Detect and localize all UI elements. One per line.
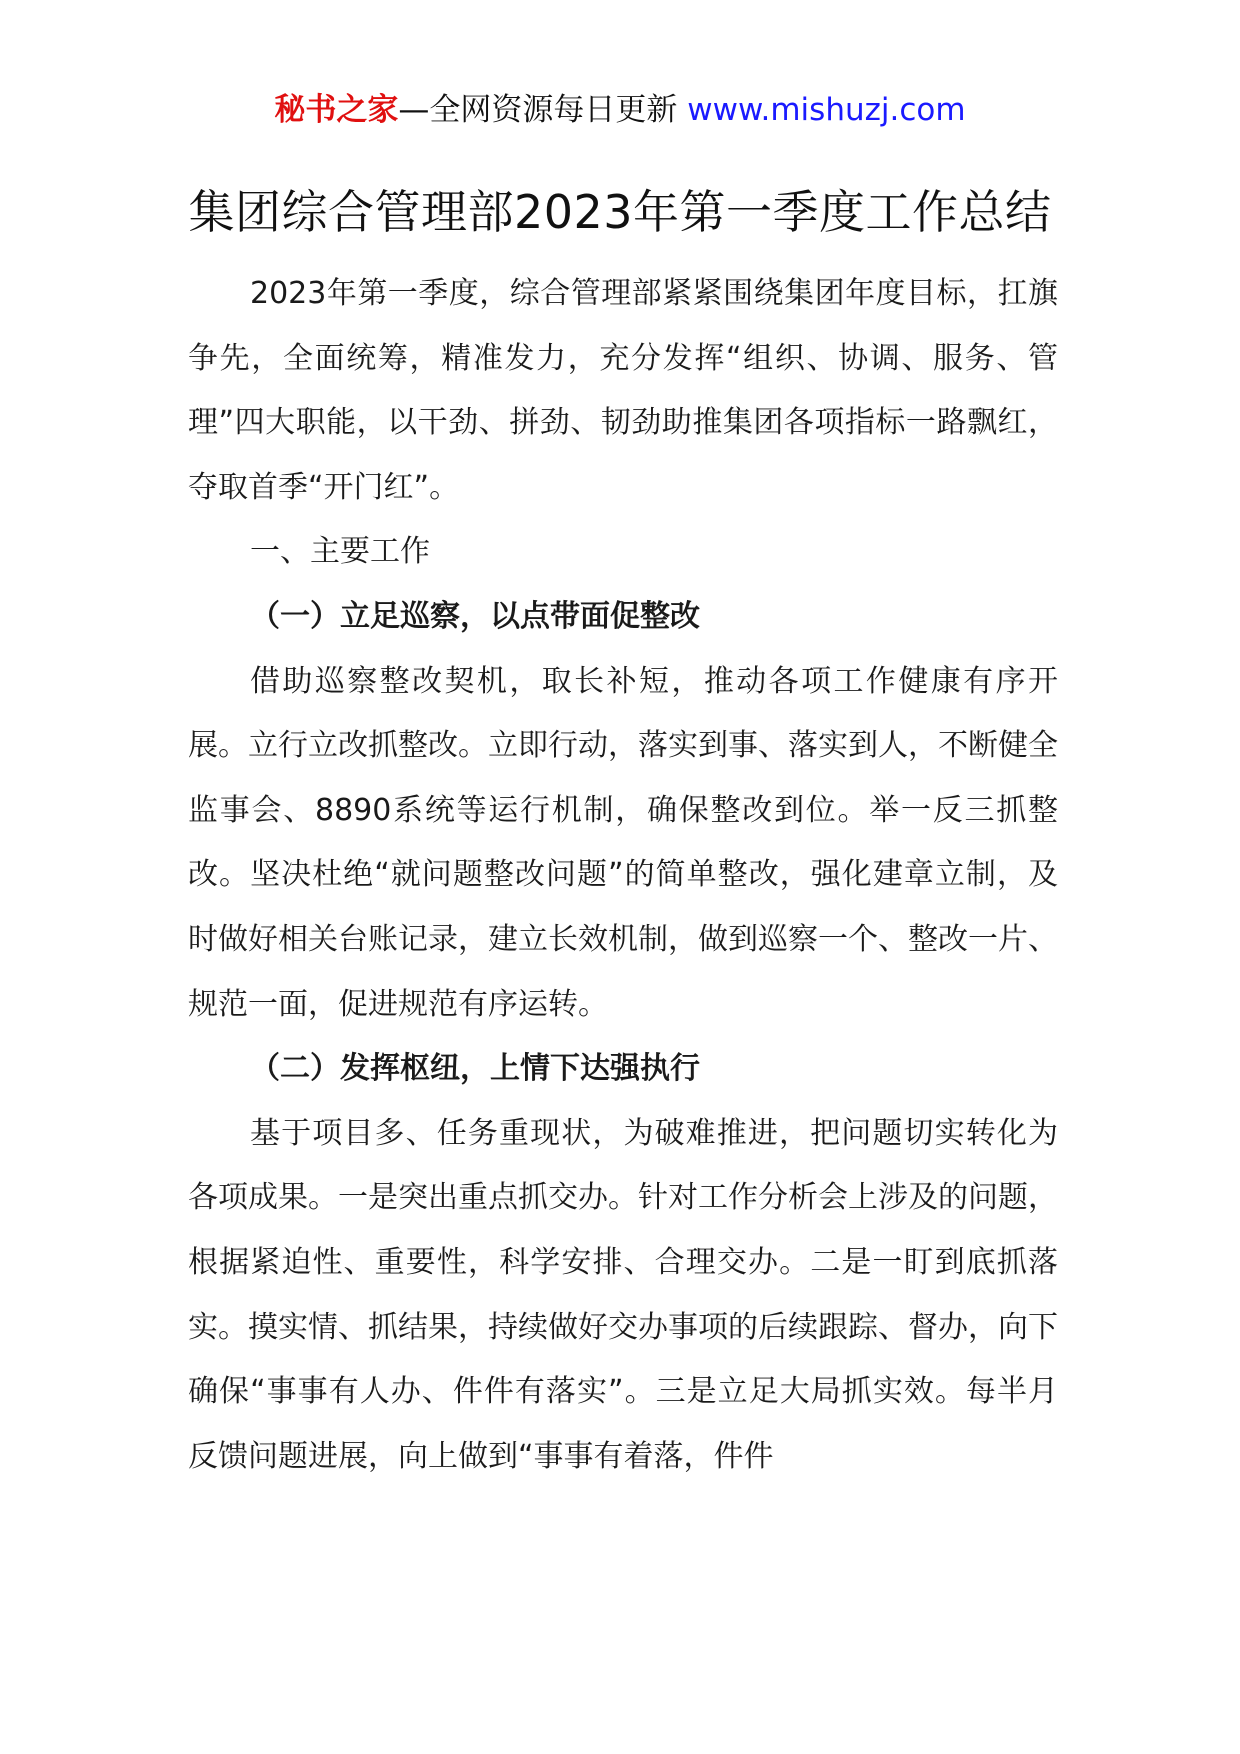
banner-brand: 秘书之家 xyxy=(274,92,399,128)
banner-url-link[interactable]: www.mishuzj.com xyxy=(687,92,966,128)
site-banner xyxy=(0,88,1240,132)
banner-tagline: —全网资源每日更新 xyxy=(398,92,678,128)
document-title: 集团综合管理部2023年第一季度工作总结 xyxy=(188,185,1052,239)
intro-paragraph: 2023年第一季度，综合管理部紧紧围绕集团年度目标，扛旗争先，全面统筹，精准发力，充分发挥“组织、协调、服务、管理”四大职能，以干劲、拼劲、韧劲助推集团各项指标一路飘红，夺取首季“开门红”。 xyxy=(188,276,1058,505)
subsection-heading-hub: （二）发挥枢纽，上情下达强执行 xyxy=(250,1051,700,1087)
subsection-paragraph-inspection: 借助巡察整改契机，取长补短，推动各项工作健康有序开展。立行立改抓整改。立即行动，落实到事、落实到人，不断健全监事会、8890系统等运行机制，确保整改到位。举一反三抓整改。坚决杜绝“就问题整改问题”的简单整改，强化建章立制，及时做好相关台账记录，建立长效机制，做到巡察一个、整改一片、规范一面，促进规范有序运转。 xyxy=(188,663,1058,1022)
section-heading-main-work: 一、主要工作 xyxy=(250,534,430,570)
document-body xyxy=(188,262,1058,1489)
subsection-heading-inspection: （一）立足巡察，以点带面促整改 xyxy=(250,598,700,634)
subsection-paragraph-hub: 基于项目多、任务重现状，为破难推进，把问题切实转化为各项成果。一是突出重点抓交办。针对工作分析会上涉及的问题，根据紧迫性、重要性，科学安排、合理交办。二是一盯到底抓落实。摸实情、抓结果，持续做好交办事项的后续跟踪、督办，向下确保“事事有人办、件件有落实”。三是立足大局抓实效。每半月反馈问题进展，向上做到“事事有着落，件件 xyxy=(188,1115,1058,1474)
